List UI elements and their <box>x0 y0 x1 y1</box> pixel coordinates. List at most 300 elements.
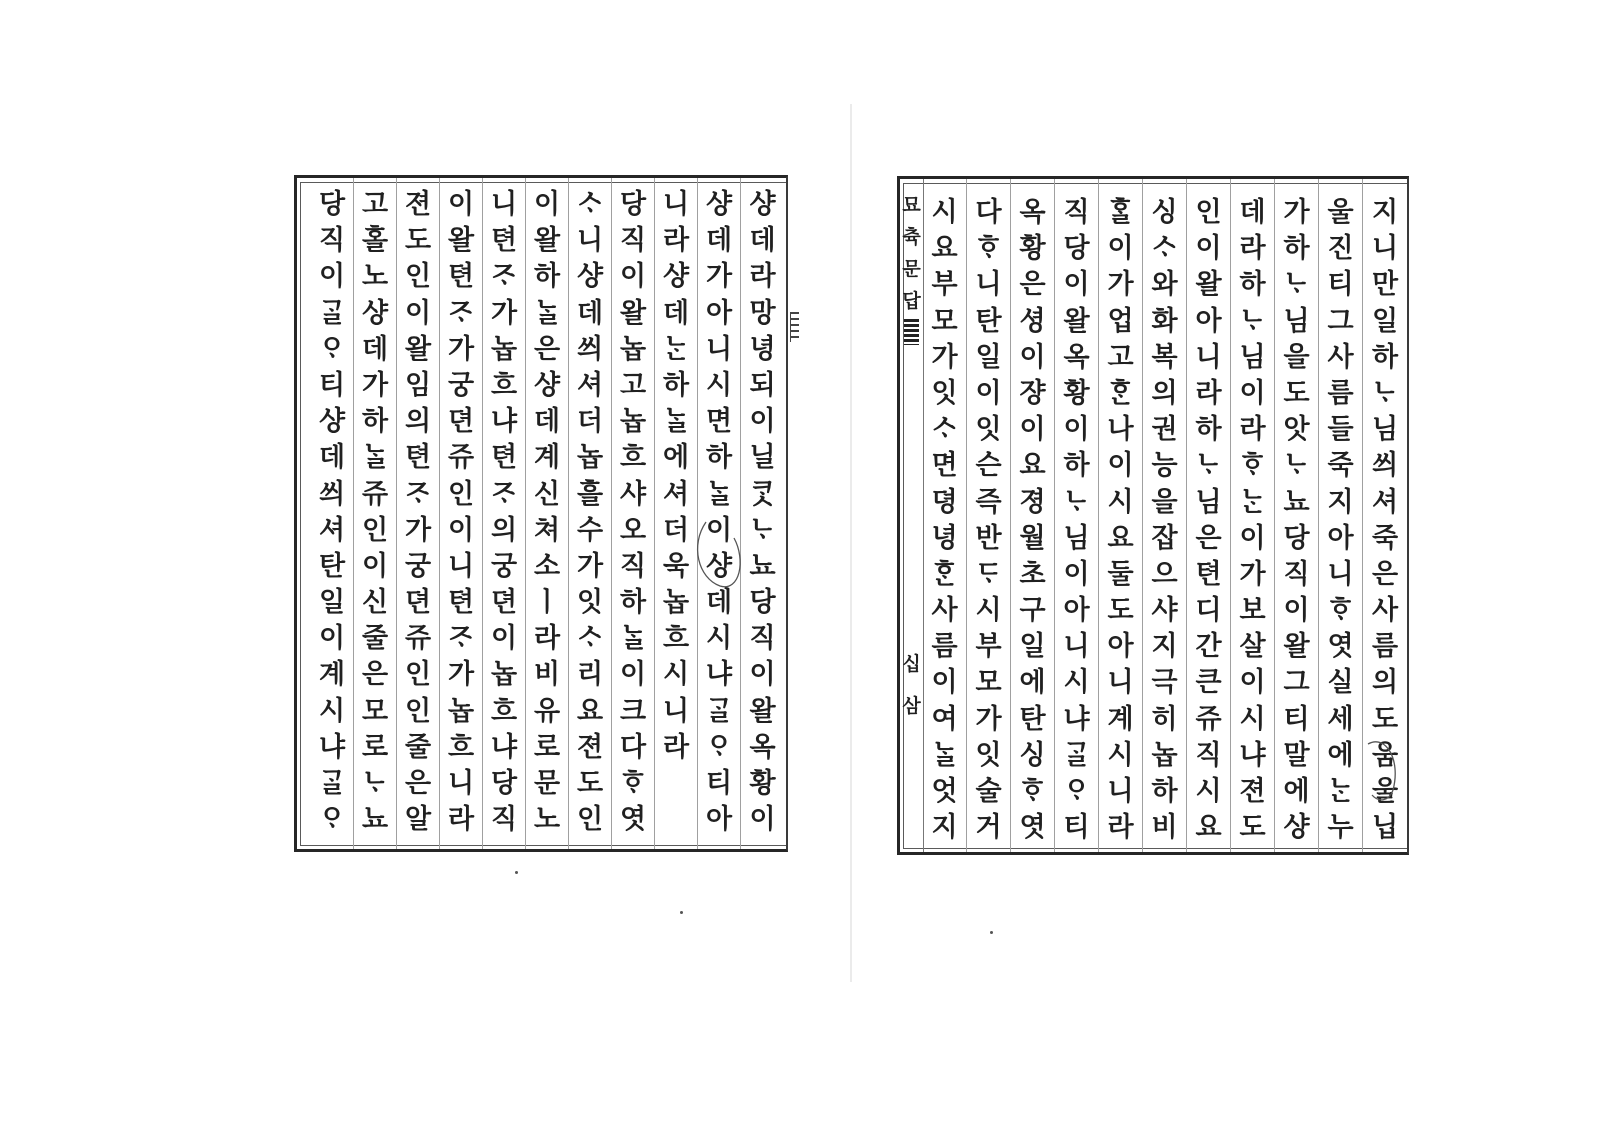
text-character: 이 <box>931 667 958 699</box>
text-character: 왈 <box>749 695 776 727</box>
text-character: ᄌᆞ <box>404 478 432 510</box>
text-character: 흘 <box>576 478 604 510</box>
text-character: 이 <box>749 406 776 438</box>
text-character: 에 <box>1019 667 1046 699</box>
text-character: 시 <box>1239 703 1266 735</box>
text-character: 데 <box>318 442 346 474</box>
text-character: 름 <box>1371 631 1399 663</box>
text-character: 줄 <box>361 623 389 655</box>
text-character: 니 <box>447 550 475 582</box>
text-character: 놉 <box>490 659 518 691</box>
text-character: 일 <box>318 587 346 619</box>
text-character: 이 <box>1019 414 1046 446</box>
text-character: ᄋᆞ <box>318 333 346 365</box>
text-character: 나 <box>1107 414 1134 446</box>
text-column <box>397 178 440 849</box>
text-character: 사 <box>931 595 958 627</box>
text-character: 가 <box>447 659 475 691</box>
text-character: ᄀᆞᆯ <box>1063 739 1090 771</box>
text-character: 데 <box>1239 197 1266 228</box>
text-character: 요 <box>576 695 604 727</box>
text-character: 텬 <box>447 261 475 293</box>
text-character: 하 <box>361 406 389 438</box>
text-character: 라 <box>662 731 690 763</box>
text-character: ᄌᆞ <box>447 623 475 655</box>
text-character: 술 <box>975 776 1002 807</box>
text-character: 졍 <box>1019 486 1046 518</box>
text-character: 샹 <box>533 369 561 401</box>
text-character: 앗 <box>1283 414 1310 446</box>
text-character: 살 <box>1239 631 1266 663</box>
text-character: 궁 <box>404 550 432 582</box>
text-character: ᄂᆞᆫ <box>662 333 690 365</box>
text-character: 쳐 <box>533 514 561 546</box>
text-character: 사 <box>1327 341 1354 373</box>
text-character: 니 <box>576 225 604 257</box>
text-character: 흐 <box>619 442 647 474</box>
text-character: 흐 <box>490 695 518 727</box>
text-character: 지 <box>931 812 958 844</box>
text-character: 에 <box>1283 776 1310 807</box>
text-character: 와 <box>1151 269 1178 301</box>
text-character: 아 <box>1327 522 1354 554</box>
scan-speck <box>990 931 993 934</box>
text-character: ᄉᆞ <box>1151 233 1178 265</box>
text-character: 하 <box>1063 450 1090 482</box>
text-character: 모 <box>975 667 1002 699</box>
text-character: 아 <box>1107 631 1134 663</box>
text-character: 셔 <box>576 369 604 401</box>
text-character: 탄 <box>1019 703 1046 735</box>
text-character: 시 <box>1195 776 1222 807</box>
text-character: 님 <box>1239 341 1266 373</box>
text-character: 되 <box>749 369 776 401</box>
text-character: 진 <box>1327 233 1354 265</box>
text-character: 니 <box>705 333 733 365</box>
text-character: 만 <box>1371 269 1399 301</box>
text-character: 인 <box>404 261 432 293</box>
text-character: 실 <box>1327 667 1354 699</box>
text-column <box>655 178 698 849</box>
text-character: 시 <box>705 623 733 655</box>
text-character: 초 <box>1019 558 1046 590</box>
gutter-ornament <box>904 319 919 345</box>
text-character: 의 <box>404 406 432 438</box>
text-character: 죽 <box>1327 450 1354 482</box>
text-character: 이 <box>1195 233 1222 265</box>
text-character: 당 <box>619 189 647 220</box>
text-character: 을 <box>1283 341 1310 373</box>
text-character: 이 <box>1063 414 1090 446</box>
text-character: 망 <box>749 297 776 329</box>
text-character: 당 <box>1283 522 1310 554</box>
text-character: 셩 <box>1019 305 1046 337</box>
text-character: 면 <box>931 450 958 482</box>
text-character: 은 <box>404 768 432 799</box>
text-character: 녕 <box>931 522 958 554</box>
text-column <box>354 178 397 849</box>
text-character: 다 <box>975 197 1002 228</box>
text-character: 탄 <box>975 305 1002 337</box>
text-character: ᄂᆞᆫ <box>1239 486 1266 518</box>
text-character: 이 <box>318 623 346 655</box>
text-character: 가 <box>361 369 389 401</box>
text-character: 이 <box>619 659 647 691</box>
text-column <box>741 178 784 849</box>
page-ornament <box>790 312 799 342</box>
text-character: 그 <box>1283 667 1310 699</box>
text-character: 가 <box>576 550 604 582</box>
text-character: 리 <box>576 659 604 691</box>
text-character: 고 <box>1107 341 1134 373</box>
text-character: 니 <box>975 269 1002 301</box>
text-character: 황 <box>1063 377 1090 409</box>
text-character: 니 <box>1063 631 1090 663</box>
text-character: 인 <box>447 478 475 510</box>
text-character: 직 <box>619 550 647 582</box>
text-character: ᄌᆞ <box>490 261 518 293</box>
text-character: 죽 <box>1371 522 1399 554</box>
text-character: 모 <box>931 305 958 337</box>
text-character: 젼 <box>404 189 432 220</box>
text-character: 직 <box>490 804 518 836</box>
text-character: 울 <box>1327 197 1354 228</box>
text-character: 티 <box>1063 812 1090 844</box>
text-character: 라 <box>1239 414 1266 446</box>
text-character: ᄌᆞ <box>447 297 475 329</box>
text-character: ᄂᆞᆯ <box>662 406 690 438</box>
right-page-text <box>923 179 1407 852</box>
right-page-frame <box>897 176 1409 855</box>
text-character: 흐 <box>490 369 518 401</box>
text-character: ᄂᆞᆯ <box>361 442 389 474</box>
text-character: ᄂᆞ <box>1239 305 1266 337</box>
text-character: 엿 <box>1019 812 1046 844</box>
text-character: 당 <box>318 189 346 220</box>
text-character: 움 <box>1371 739 1399 771</box>
text-character: 은 <box>361 659 389 691</box>
text-character: 가 <box>1239 558 1266 590</box>
text-column <box>1011 179 1055 852</box>
text-character: 텬 <box>447 587 475 619</box>
text-character: 수 <box>576 514 604 546</box>
text-character: 이 <box>619 261 647 293</box>
text-character: 고 <box>619 369 647 401</box>
text-character: 이 <box>749 659 776 691</box>
text-character: 라 <box>533 623 561 655</box>
text-character: 시 <box>662 659 690 691</box>
text-character: 시 <box>931 197 958 228</box>
text-character: 냐 <box>490 731 518 763</box>
text-character: 셔 <box>1371 486 1399 518</box>
text-character: 이 <box>361 550 389 582</box>
text-character: 씌 <box>1371 450 1399 482</box>
text-character: 왈 <box>619 297 647 329</box>
text-character: 직 <box>749 623 776 655</box>
text-character: 그 <box>1327 305 1354 337</box>
text-character: 이 <box>975 377 1002 409</box>
text-character: 텬 <box>1195 558 1222 590</box>
text-character: 하 <box>705 442 733 474</box>
text-character: 하 <box>1239 269 1266 301</box>
text-column <box>967 179 1011 852</box>
text-character: 보 <box>1239 595 1266 627</box>
text-character: 잇 <box>975 414 1002 446</box>
text-character: 계 <box>318 659 346 691</box>
text-character: 도 <box>404 225 432 257</box>
text-character: 름 <box>1327 377 1354 409</box>
text-character: ᄉᆞ <box>576 189 604 220</box>
text-character: ᄒᆞ <box>619 768 647 799</box>
text-character: 일 <box>1371 305 1399 337</box>
text-character: 셔 <box>662 478 690 510</box>
text-character: 씌 <box>318 478 346 510</box>
text-character: 샹 <box>705 550 733 582</box>
text-character: ᄒᆞ <box>1239 450 1266 482</box>
text-character: 더 <box>576 406 604 438</box>
text-character: 극 <box>1151 667 1178 699</box>
text-character: 니 <box>662 189 690 220</box>
text-character: 잇 <box>576 587 604 619</box>
text-character: 니 <box>447 768 475 799</box>
text-character: 하 <box>662 369 690 401</box>
text-character: 냐 <box>318 731 346 763</box>
text-character: 이 <box>1239 377 1266 409</box>
text-character: 데 <box>576 297 604 329</box>
text-character: 잡 <box>1151 522 1178 554</box>
text-character: 인 <box>1195 197 1222 228</box>
text-column <box>526 178 569 849</box>
text-character: 말 <box>1283 739 1310 771</box>
text-character: 잇 <box>975 739 1002 771</box>
text-character: ᄌᆞ <box>490 478 518 510</box>
text-character: 하 <box>1195 414 1222 446</box>
left-page-frame <box>294 175 788 852</box>
text-character: 알 <box>404 804 432 836</box>
text-column <box>923 179 967 852</box>
text-character: 옥 <box>749 731 776 763</box>
text-character: 에 <box>1327 739 1354 771</box>
text-character: 슨 <box>975 450 1002 482</box>
text-character: ᄒᆞᆫ <box>931 558 958 590</box>
text-character: 가 <box>447 333 475 365</box>
text-character: ᄃᆞ <box>975 558 1002 590</box>
text-character: 오 <box>619 514 647 546</box>
text-character: 비 <box>533 659 561 691</box>
text-character: 놉 <box>662 587 690 619</box>
text-column <box>1143 179 1187 852</box>
text-character: 임 <box>404 369 432 401</box>
text-character: 큰 <box>1195 667 1222 699</box>
text-character: 을 <box>1151 486 1178 518</box>
text-character: 쥬 <box>447 442 475 474</box>
left-page-text <box>311 178 784 849</box>
text-character: 의 <box>490 514 518 546</box>
text-character: 니 <box>1195 341 1222 373</box>
text-character: 노 <box>361 261 389 293</box>
binding-gutter-shadow <box>850 104 852 982</box>
text-character: 라 <box>1239 233 1266 265</box>
text-character: 이 <box>1239 667 1266 699</box>
text-character: 업 <box>1107 305 1134 337</box>
text-character: 가 <box>490 297 518 329</box>
text-character: 텬 <box>404 442 432 474</box>
text-character: 놉 <box>576 442 604 474</box>
text-character: 데 <box>749 225 776 257</box>
text-character: ᄂᆞ <box>1283 450 1310 482</box>
text-character: 이 <box>1063 558 1090 590</box>
text-column <box>612 178 655 849</box>
text-character: 하 <box>1371 341 1399 373</box>
text-column <box>1363 179 1407 852</box>
text-character: 젼 <box>1239 776 1266 807</box>
text-character: 가 <box>975 703 1002 735</box>
text-character: 닐 <box>749 442 776 474</box>
text-character: 라 <box>447 804 475 836</box>
text-character: 욱 <box>662 550 690 582</box>
text-character: ᄂᆞ <box>361 768 389 799</box>
text-character: 하 <box>619 587 647 619</box>
text-character: ᄋᆞ <box>705 731 733 763</box>
text-character: ᄂᆞ <box>1283 269 1310 301</box>
text-character: 울 <box>1371 776 1399 807</box>
text-character: 하 <box>1151 776 1178 807</box>
text-character: 녕 <box>749 333 776 365</box>
text-character: 계 <box>533 442 561 474</box>
text-character: 로 <box>533 731 561 763</box>
text-character: 복 <box>1151 341 1178 373</box>
text-character: 은 <box>1371 558 1399 590</box>
text-character: 라 <box>1195 377 1222 409</box>
text-character: 둘 <box>1107 558 1134 590</box>
text-character: ᄉᆞ <box>931 414 958 446</box>
text-character: 이 <box>1239 522 1266 554</box>
text-character: 시 <box>975 595 1002 627</box>
text-character: 왈 <box>1063 305 1090 337</box>
text-character: 이 <box>447 514 475 546</box>
text-character: 지 <box>1371 197 1399 228</box>
text-character: 시 <box>1063 667 1090 699</box>
text-character: 이 <box>490 623 518 655</box>
text-character: 엿 <box>1327 631 1354 663</box>
text-character: 도 <box>1107 595 1134 627</box>
text-character: 즉 <box>975 486 1002 518</box>
text-character: 샹 <box>361 297 389 329</box>
text-column <box>569 178 612 849</box>
text-character: ᄂᆞᆯ <box>619 623 647 655</box>
text-character: 시 <box>1107 739 1134 771</box>
text-character: 데 <box>533 406 561 438</box>
text-character: 부 <box>975 631 1002 663</box>
text-character: 이 <box>749 804 776 836</box>
text-character: 니 <box>662 695 690 727</box>
text-character: 요 <box>931 233 958 265</box>
text-character: 니 <box>1107 776 1134 807</box>
text-column <box>1187 179 1231 852</box>
text-character: 신 <box>533 478 561 510</box>
text-character: ᄋᆞ <box>1063 776 1090 807</box>
text-character: 시 <box>1107 486 1134 518</box>
text-character: 옥 <box>1019 197 1046 228</box>
text-character: 더 <box>662 514 690 546</box>
text-character: 비 <box>1151 812 1178 844</box>
text-character: 아 <box>705 297 733 329</box>
text-character: 쟝 <box>1019 377 1046 409</box>
text-character: 젼 <box>576 731 604 763</box>
text-character: 왈 <box>404 333 432 365</box>
text-character: 시 <box>318 695 346 727</box>
text-character: 하 <box>1283 233 1310 265</box>
text-character: 궁 <box>490 550 518 582</box>
text-character: 일 <box>975 341 1002 373</box>
text-character: 이 <box>404 297 432 329</box>
text-character: 부 <box>931 269 958 301</box>
text-character: 뎐 <box>404 587 432 619</box>
text-character: 묘 <box>902 194 921 216</box>
text-character: 이 <box>705 514 733 546</box>
text-character: ᄉᆞ <box>576 623 604 655</box>
text-character: 월 <box>1019 522 1046 554</box>
text-character: 냐 <box>705 659 733 691</box>
text-character: ᄒᆞ <box>975 233 1002 265</box>
text-character: 닙 <box>1371 812 1399 844</box>
text-character: ᄏᆞᆺ <box>749 478 776 510</box>
text-character: 샹 <box>662 261 690 293</box>
text-character: 황 <box>1019 233 1046 265</box>
text-character: 직 <box>318 225 346 257</box>
text-character: 니 <box>490 189 518 220</box>
text-character: 뎡 <box>931 486 958 518</box>
text-character: 니 <box>1107 667 1134 699</box>
text-character: 누 <box>1327 812 1354 844</box>
text-character: 가 <box>1107 269 1134 301</box>
text-character: 놉 <box>619 406 647 438</box>
text-character: 요 <box>1107 522 1134 554</box>
text-character: 티 <box>1327 269 1354 301</box>
text-character: ᄂᆞ <box>749 514 776 546</box>
text-character: 이 <box>533 189 561 220</box>
text-character: 사 <box>1371 595 1399 627</box>
text-character: 도 <box>1371 703 1399 735</box>
text-character: 문 <box>902 258 921 280</box>
text-character: 이 <box>318 261 346 293</box>
book-title <box>900 189 923 317</box>
text-character: 냐 <box>490 406 518 438</box>
text-character: 뎐 <box>490 587 518 619</box>
text-character: 유 <box>533 695 561 727</box>
text-character: 은 <box>1019 269 1046 301</box>
text-character: 인 <box>404 659 432 691</box>
text-character: 츅 <box>902 226 921 248</box>
scan-speck <box>680 911 683 914</box>
text-character: 디 <box>1195 595 1222 627</box>
text-character: 라 <box>1107 812 1134 844</box>
text-character: 로 <box>361 731 389 763</box>
text-character: 샤 <box>619 478 647 510</box>
text-character: 직 <box>1063 197 1090 228</box>
text-character: 냐 <box>1239 739 1266 771</box>
text-character: 왈 <box>1195 269 1222 301</box>
text-character: 이 <box>1063 269 1090 301</box>
text-column <box>1275 179 1319 852</box>
text-character: 니 <box>1371 233 1399 265</box>
text-character: ᄒᆞᆯ <box>1107 197 1134 228</box>
text-character: 셔 <box>318 514 346 546</box>
text-character: 면 <box>705 406 733 438</box>
text-character: 인 <box>361 514 389 546</box>
text-column <box>1231 179 1275 852</box>
text-character: 놉 <box>1151 739 1178 771</box>
